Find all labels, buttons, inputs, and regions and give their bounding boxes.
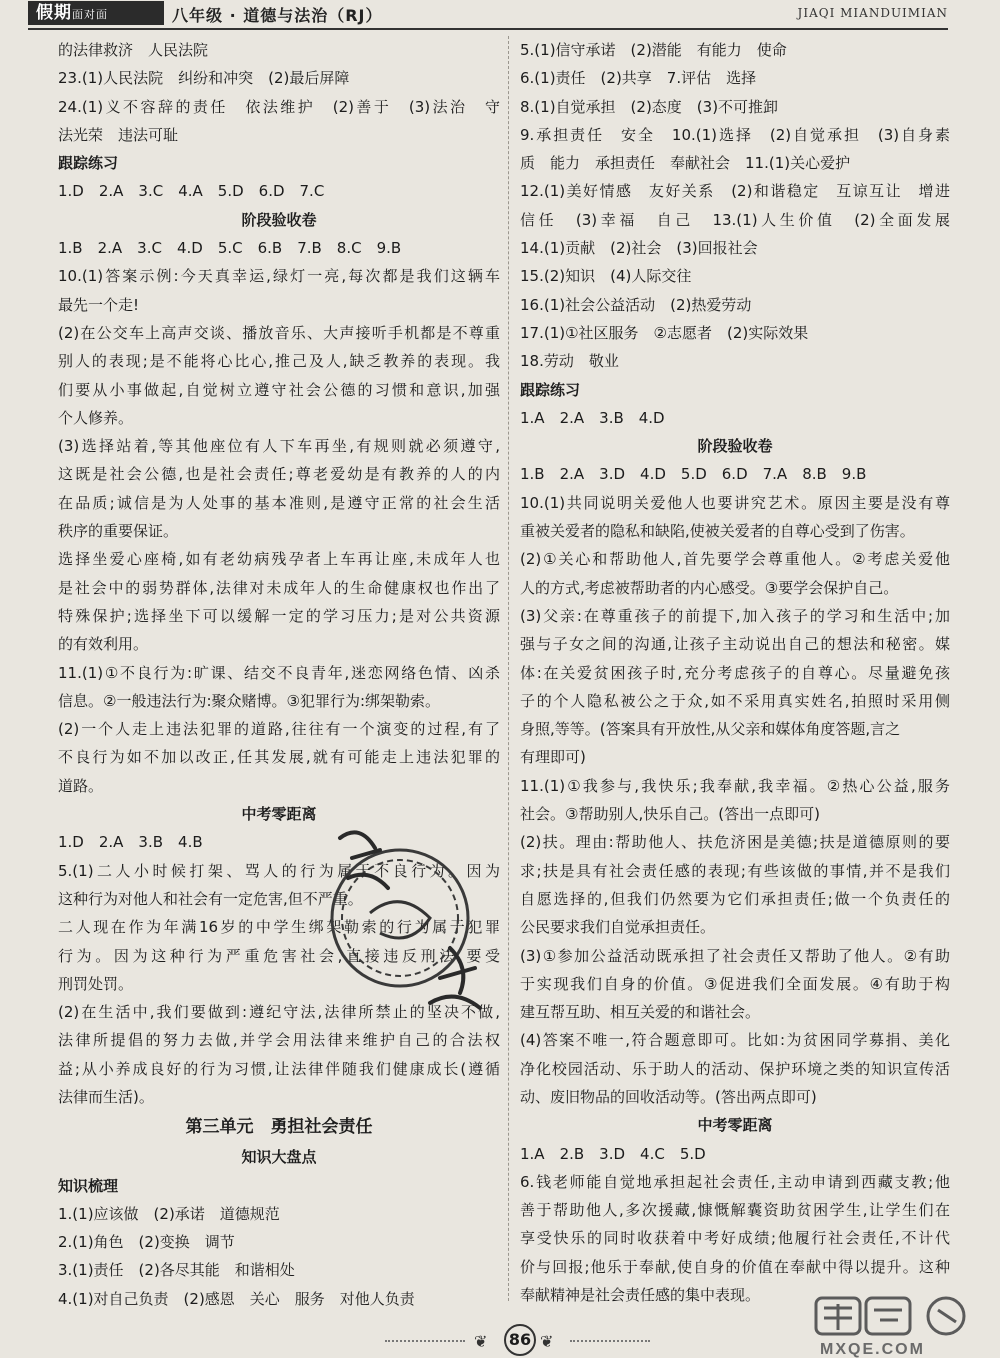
- right-column-line: 14.(1)贡献 (2)社会 (3)回报社会: [520, 239, 758, 258]
- right-column-line: 8.(1)自觉承担 (2)态度 (3)不可推卸: [520, 97, 779, 116]
- left-column-line: 跟踪练习: [58, 154, 119, 173]
- left-column-line: 法光荣 违法可耻: [58, 125, 179, 144]
- right-column-line: 善于帮助他人,多次援藏,慷慨解囊资助贫困学生,让学生们在: [520, 1201, 950, 1220]
- right-column-line: 17.(1)①社区服务 ②志愿者 (2)实际效果: [520, 323, 809, 342]
- right-column-line: 人的方式,考虑被帮助者的内心感受。③要学会保护自己。: [520, 578, 899, 597]
- left-column-line: 4.(1)对自己负责 (2)感恩 关心 服务 对他人负责: [58, 1289, 415, 1308]
- right-column-line: 奉献精神是社会责任感的集中表现。: [520, 1286, 761, 1305]
- right-column-line: 求;扶是具有社会责任感的表现;有些该做的事情,并不是我们: [520, 861, 950, 880]
- right-column-line: 子的个人隐私被公之于众,如不采用真实姓名,拍照时采用侧: [520, 691, 950, 710]
- right-column-line: 16.(1)社会公益活动 (2)热爱劳动: [520, 295, 752, 314]
- left-column-line: 的法律救济 人民法院: [58, 41, 209, 59]
- right-column-line: (2)扶。理由:帮助他人、扶危济困是美德;扶是道德原则的要: [520, 833, 950, 852]
- left-column-line: 3.(1)责任 (2)各尽其能 和谐相处: [58, 1261, 295, 1280]
- logo-big-text: 假期: [36, 3, 72, 23]
- left-column-line: 秩序的重要保证。: [58, 522, 179, 541]
- left-column-line: 阶段验收卷: [241, 210, 317, 229]
- left-column-line: 这种行为对他人和社会有一定危害,但不严重。: [58, 889, 363, 908]
- right-column-line: 价与回报;他乐于奉献,使自身的价值在奉献中得以提升。这种: [520, 1257, 950, 1276]
- right-column-line: 18.劳动 敬业: [520, 352, 619, 371]
- column-divider: [508, 36, 509, 1301]
- right-column-line: 身照,等等。(答案具有开放性,从父亲和媒体角度答题,言之: [520, 720, 901, 739]
- right-column-line: (2)①关心和帮助他人,首先要学会尊重他人。②考虑关爱他: [520, 550, 950, 569]
- page-number: 86: [504, 1324, 536, 1356]
- left-column-line: 2.(1)角色 (2)变换 调节: [58, 1233, 235, 1252]
- swirl-right-icon: ❦: [540, 1332, 554, 1351]
- right-column-line: 动、废旧物品的回收活动等。(答出两点即可): [520, 1087, 817, 1106]
- left-column-line: 的有效利用。: [58, 635, 149, 654]
- left-column-line: (2)在生活中,我们要做到:遵纪守法,法律所禁止的坚决不做,: [58, 1003, 500, 1022]
- right-column-line: 公民要求我们自觉承担责任。: [520, 918, 716, 937]
- left-column-line: 选择坐爱心座椅,如有老幼病残孕者上车再让座,未成年人也: [58, 550, 500, 569]
- right-column-line: (4)答案不唯一,符合题意即可。比如:为贫困同学募捐、美化: [520, 1031, 950, 1050]
- left-column-line: 知识梳理: [58, 1176, 119, 1195]
- left-column-line: 这既是社会公德,也是社会责任;尊老爱幼是有教养的人的内: [58, 465, 500, 484]
- left-column-line: 是社会中的弱势群体,法律对未成年人的生命健康权也作出了: [58, 578, 500, 597]
- left-column-line: 中考零距离: [241, 805, 317, 824]
- left-column-line: 24.(1)义不容辞的责任 依法维护 (2)善于 (3)法治 守: [58, 97, 500, 116]
- left-column-line: (2)在公交车上高声交谈、播放音乐、大声接听手机都是不尊重: [58, 323, 500, 342]
- right-column-line: 信任 (3)幸福 自己 13.(1)人生价值 (2)全面发展: [520, 210, 950, 229]
- footer-dots-left: [385, 1340, 465, 1342]
- right-column-line: 重被关爱者的隐私和缺陷,使被关爱者的自尊心受到了伤害。: [520, 522, 915, 541]
- left-column-line: 法律所提倡的努力去做,并学会用法律来维护自己的合法权: [58, 1031, 500, 1050]
- left-column-line: 1.D 2.A 3.C 4.A 5.D 6.D 7.C: [58, 182, 325, 201]
- right-column-line: 1.B 2.A 3.D 4.D 5.D 6.D 7.A 8.B 9.B: [520, 465, 867, 484]
- left-column-line: 道路。: [58, 776, 104, 795]
- page-header: [0, 0, 1000, 26]
- svg-text:MXQE.COM: MXQE.COM: [820, 1341, 925, 1358]
- right-column-line: 净化校园活动、乐于助人的活动、保护环境之类的知识宣传活: [520, 1059, 950, 1078]
- left-column-line: 最先一个走!: [58, 295, 140, 314]
- logo-small-text: 面对面: [72, 8, 108, 21]
- left-column-line: 知识大盘点: [241, 1148, 317, 1167]
- right-column-line: 强与子女之间的沟通,让孩子主动说出自己的想法和秘密。媒: [520, 635, 950, 654]
- left-column-line: 特殊保护;选择坐下可以缓解一定的学习压力;是对公共资源: [58, 606, 500, 625]
- left-column-line: 法律而生活)。: [58, 1087, 154, 1106]
- left-column-line: 个人修养。: [58, 408, 134, 427]
- brand-pinyin: JIAQI MIANDUIMIAN: [797, 6, 948, 20]
- header-rule: [28, 28, 948, 30]
- left-column-line: 们要从小事做起,自觉树立遵守社会公德的习惯和意识,加强: [58, 380, 500, 399]
- left-column-line: 5.(1)二人小时候打架、骂人的行为属于不良行为。因为: [58, 861, 500, 880]
- right-column: [520, 36, 950, 1309]
- book-logo: [28, 1, 164, 25]
- right-column-line: 建互帮互助、相互关爱的和谐社会。: [520, 1003, 761, 1022]
- left-column-line: 信息。②一般违法行为:聚众赌博。③犯罪行为:绑架勒索。: [58, 691, 441, 710]
- page-footer: [0, 1322, 1000, 1358]
- right-column-line: 享受快乐的同时收获着中考好成绩;他履行社会责任,不计代: [520, 1229, 950, 1248]
- right-column-line: 质 能力 承担责任 奉献社会 11.(1)关心爱护: [520, 154, 851, 173]
- right-column-line: 1.A 2.A 3.B 4.D: [520, 408, 665, 427]
- left-column-line: (3)选择站着,等其他座位有人下车再坐,有规则就必须遵守,: [58, 437, 500, 456]
- right-column-line: 于实现我们自身的价值。③促进我们全面发展。④有助于构: [520, 974, 950, 993]
- right-column-line: 1.A 2.B 3.D 4.C 5.D: [520, 1144, 706, 1163]
- right-column-line: 5.(1)信守承诺 (2)潜能 有能力 使命: [520, 41, 787, 59]
- right-column-line: 15.(2)知识 (4)人际交往: [520, 267, 692, 286]
- left-column-line: 在品质;诚信是为人处事的基本准则,是遵守正常的社会生活: [58, 493, 500, 512]
- right-column-line: (3)父亲:在尊重孩子的前提下,加入孩子的学习和生活中;加: [520, 606, 950, 625]
- left-column-line: 益;从小养成良好的行为习惯,让法律伴随我们健康成长(遵循: [58, 1059, 500, 1078]
- left-column-line: 10.(1)答案示例:今天真幸运,绿灯一亮,每次都是我们这辆车: [58, 267, 500, 286]
- right-column-line: 社会。③帮助别人,快乐自己。(答出一点即可): [520, 805, 820, 824]
- handwritten-stamp-watermark: [300, 818, 500, 1018]
- right-column-line: 跟踪练习: [520, 380, 581, 399]
- right-column-line: 自愿选择的,但我们仍然要为它们承担责任;做一个负责任的: [520, 889, 950, 908]
- left-column-line: 二人现在作为年满16岁的中学生绑架勒索的行为属于犯罪: [58, 918, 500, 937]
- left-column-line: 23.(1)人民法院 纠纷和冲突 (2)最后屏障: [58, 69, 350, 88]
- right-column-line: 10.(1)共同说明关爱他人也要讲究艺术。原因主要是没有尊: [520, 493, 950, 512]
- right-column-line: 6.钱老师能自觉地承担起社会责任,主动申请到西藏支教;他: [520, 1172, 950, 1191]
- left-column-line: (2)一个人走上违法犯罪的道路,往往有一个演变的过程,有了: [58, 720, 500, 739]
- right-column-line: (3)①参加公益活动既承担了社会责任又帮助了他人。②有助: [520, 946, 950, 965]
- left-column-line: 第三单元 勇担社会责任: [185, 1117, 373, 1138]
- right-column-line: 有理即可): [520, 748, 586, 767]
- swirl-left-icon: ❦: [474, 1332, 488, 1351]
- right-column-line: 11.(1)①我参与,我快乐;我奉献,我幸福。②热心公益,服务: [520, 776, 950, 795]
- left-column: [58, 36, 500, 1313]
- grade-subject-title: 八年级 · 道德与法治（RJ）: [172, 6, 383, 25]
- left-column-line: 别人的表现;是不能将心比心,推己及人,缺乏教养的表现。我: [58, 352, 500, 371]
- left-column-line: 刑罚处罚。: [58, 974, 134, 993]
- right-column-line: 阶段验收卷: [697, 437, 773, 456]
- right-column-line: 12.(1)美好情感 友好关系 (2)和谐稳定 互谅互让 增进: [520, 182, 950, 201]
- left-column-line: 11.(1)①不良行为:旷课、结交不良青年,迷恋网络色情、凶杀: [58, 663, 500, 682]
- left-column-line: 1.D 2.A 3.B 4.B: [58, 833, 203, 852]
- right-column-line: 体:在关爱贫困孩子时,充分考虑孩子的自尊心。尽量避免孩: [520, 663, 950, 682]
- right-column-line: 9.承担责任 安全 10.(1)选择 (2)自觉承担 (3)自身素: [520, 125, 950, 144]
- right-column-line: 中考零距离: [697, 1116, 773, 1135]
- left-column-line: 1.B 2.A 3.C 4.D 5.C 6.B 7.B 8.C 9.B: [58, 239, 402, 258]
- left-column-line: 不良行为如不加以改正,任其发展,就有可能走上违法犯罪的: [58, 748, 500, 767]
- footer-dots-right: [570, 1340, 650, 1342]
- left-column-line: 行为。因为这种行为严重危害社会,直接违反刑法,要受: [58, 946, 500, 965]
- right-column-line: 6.(1)责任 (2)共享 7.评估 选择: [520, 69, 757, 88]
- left-column-line: 1.(1)应该做 (2)承诺 道德规范: [58, 1204, 280, 1223]
